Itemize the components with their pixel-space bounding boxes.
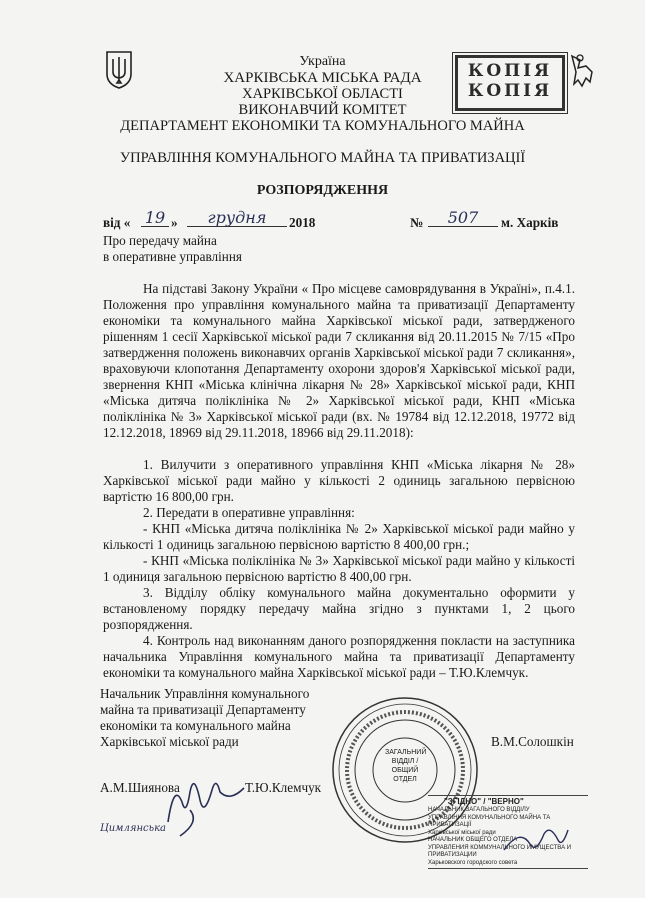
city-emblem-icon xyxy=(568,52,598,92)
signer-title-line-2: майна та приватизації Департаменту xyxy=(100,702,306,717)
handwritten-signature-icon xyxy=(160,762,250,842)
city-name: м. Харків xyxy=(501,215,559,230)
header-region: ХАРКІВСЬКОЇ ОБЛАСТІ xyxy=(242,86,403,102)
date-day-handwritten: 19 xyxy=(141,210,169,227)
date-number-line xyxy=(103,208,563,233)
handwritten-name: Цимлянська xyxy=(100,823,167,834)
header-department: ДЕПАРТАМЕНТ ЕКОНОМІКИ ТА КОМУНАЛЬНОГО МАЙНА xyxy=(120,118,525,134)
approver-1-name: А.М.Шиянова xyxy=(100,780,180,795)
body-item-2b: - КНП «Міська поліклініка № 3» Харківської міської ради майно у кількості 1 одиниця загальною первісною вартістю 8 400,00 грн. xyxy=(103,553,575,584)
body-item-4: 4. Контроль над виконанням даного розпорядження покласти на заступника начальника Управління комунального майна та приватизації Департаменту економіки та комунального майна Харківської міської ради – Т.Ю.Клемчук. xyxy=(103,633,575,680)
body-item-3: 3. Відділу обліку комунального майна документально оформити у встановленому порядку передачу майна згідно з пунктами 1, 2 цього розпорядження. xyxy=(103,585,575,632)
body-item-2a: - КНП «Міська дитяча поліклініка № 2» Харківської міської ради майно у кількості 1 одиниць загальною первісною вартістю 8 400,00 грн.; xyxy=(103,521,575,552)
date-month-handwritten: грудня xyxy=(187,210,287,227)
approver-2-name: Т.Ю.Клемчук xyxy=(245,780,322,795)
seal-center-line: ВІДДІЛ / xyxy=(391,758,419,765)
signer-title-line-4: Харківської міської ради xyxy=(100,734,239,749)
date-prefix: від « xyxy=(103,215,131,230)
copy-stamp xyxy=(455,55,565,111)
number-prefix: № xyxy=(410,215,424,230)
verified-stamp-line: Харьковского городского совета xyxy=(428,859,518,866)
header-office: УПРАВЛІННЯ КОМУНАЛЬНОГО МАЙНА ТА ПРИВАТИЗАЦІЇ xyxy=(119,150,526,166)
verification-signature-icon xyxy=(500,820,570,860)
document-number-handwritten: 507 xyxy=(428,210,498,227)
body-item-1: 1. Вилучити з оперативного управління КНП «Міська лікарня № 28» Харківської міської ради майно у кількості 2 одиниць загальною первісною вартістю 16 800,00 грн. xyxy=(103,457,575,504)
header-committee: ВИКОНАВЧИЙ КОМІТЕТ xyxy=(238,102,407,118)
signer-name: В.М.Солошкін xyxy=(491,734,574,749)
subject-line-2: в оперативне управління xyxy=(103,249,242,264)
signer-title-line-1: Начальник Управління комунального xyxy=(100,686,310,701)
seal-center-line: ЗАГАЛЬНИЙ xyxy=(385,749,427,756)
subject-line-1: Про передачу майна xyxy=(103,233,217,248)
copy-stamp-line: КОПІЯ xyxy=(467,61,553,81)
copy-stamp-line: КОПІЯ xyxy=(467,81,553,101)
body-item-2-head: 2. Передати в оперативне управління: xyxy=(143,505,355,520)
date-quote-close: » xyxy=(171,215,178,230)
header-council: ХАРКІВСЬКА МІСЬКА РАДА xyxy=(223,70,422,86)
verified-stamp-line: "ЗГІДНО" / "ВЕРНО" xyxy=(444,797,524,806)
document-type-title: РОЗПОРЯДЖЕННЯ xyxy=(256,183,389,198)
round-seal-center xyxy=(385,748,425,784)
verified-stamp-line: НАЧАЛЬНИК ЗАГАЛЬНОГО ВІДДІЛУ xyxy=(428,807,530,813)
date-year: 2018 xyxy=(289,215,316,230)
verified-stamp-line: НАЧАЛЬНИК ОБЩЕГО ОТДЕЛА xyxy=(428,837,518,843)
seal-center-line: ОБЩИЙ ОТДЕЛ xyxy=(391,767,419,783)
verified-stamp-line: УПРАВЛІННЯ КОМУНАЛЬНОГО МАЙНА ТА ПРИВАТИЗАЦІЇ xyxy=(428,814,551,828)
body-preamble: На підставі Закону України « Про місцеве самоврядування в Україні», п.4.1. Положення про управління комунального майна та приватизації Департаменту економіки та комунального майна Харківської міської ради, затвердженого рішенням 1 сесії Харківської міської ради 7 скликання від 20.11.2015 № 7/15 «Про затвердження положень виконавчих органів Харківської міської ради 7 скликання», враховуючи клопотання Департаменту охорони здоров'я Харківської міської ради, звернення КНП «Міська клінічна лікарня № 28» Харківської міської ради, КНП «Міська дитяча поліклініка № 2» Харківської міської ради, КНП «Міська поліклініка № 3» Харківської міської ради (вх. № 19784 від 12.12.2018, 19772 від 12.12.2018, 18969 від 29.11.2018, 18966 від 29.11.2018): xyxy=(103,281,575,440)
verified-stamp-line: Харківської міської ради xyxy=(428,829,496,836)
header-country: Україна xyxy=(299,54,346,69)
signer-title-line-3: економіки та комунального майна xyxy=(100,718,291,733)
verified-stamp-line: УПРАВЛЕНИЯ КОММУНАЛЬНОГО ИМУЩЕСТВА И ПРИВАТИЗАЦИИ xyxy=(428,844,572,858)
